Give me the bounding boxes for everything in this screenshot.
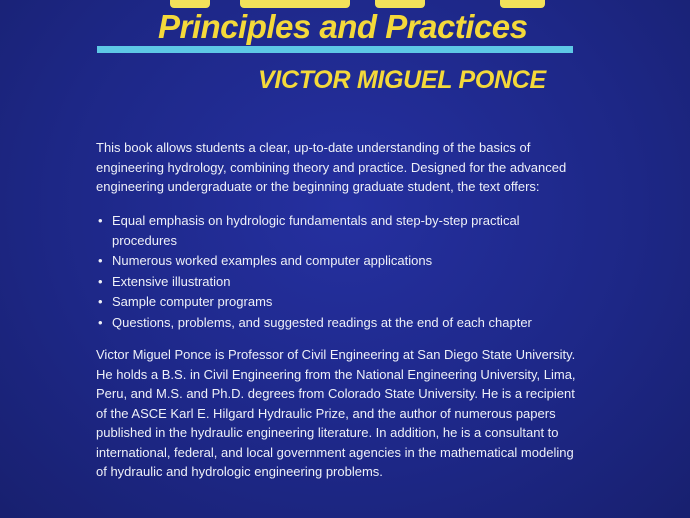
list-item — [96, 272, 586, 292]
bullet-icon: • — [98, 253, 103, 268]
feature-text: Numerous worked examples and computer applications — [112, 253, 433, 268]
list-item — [96, 251, 586, 271]
bullet-icon: • — [98, 213, 103, 228]
intro-paragraph: This book allows students a clear, up-to-date understanding of the basics of engineering hydrology, combining theory and practice. Designed for the advanced engineering undergraduate or the beginning graduate student, the text offers: — [96, 140, 567, 194]
bullet-icon: • — [98, 314, 103, 330]
feature-text: Questions, problems, and suggested readings at the end of each chapter — [112, 314, 532, 330]
list-item — [96, 313, 586, 333]
feature-text: Extensive illustration — [112, 273, 231, 289]
feature-text: Sample computer programs — [112, 294, 273, 309]
book-subtitle: Principles and Practices — [158, 8, 528, 45]
divider-rule — [97, 46, 573, 53]
feature-list — [96, 211, 586, 332]
bullet-icon: • — [98, 273, 103, 289]
book-author: VICTOR MIGUEL PONCE — [258, 66, 546, 94]
author-bio-paragraph: Victor Miguel Ponce is Professor of Civil Engineering at San Diego State University. He holds a B.S. in Civil Engineering from the National Engineering University, Lima, Peru, and M.S. and Ph.D. degrees from Colorado State University. He is a recipient of the ASCE Karl E. Hilgard Hydraulic Prize, and the author of numerous papers published in the hydraulic engineering literature. In addition, he is a consultant to international, federal, and local government agencies in the mathematical modeling of hydraulic and hydrologic engineering problems. — [96, 347, 576, 479]
bullet-icon: • — [98, 294, 103, 309]
list-item — [96, 292, 586, 312]
list-item — [96, 211, 586, 250]
feature-text: Equal emphasis on hydrologic fundamentals and step-by-step practical procedures — [112, 213, 520, 248]
